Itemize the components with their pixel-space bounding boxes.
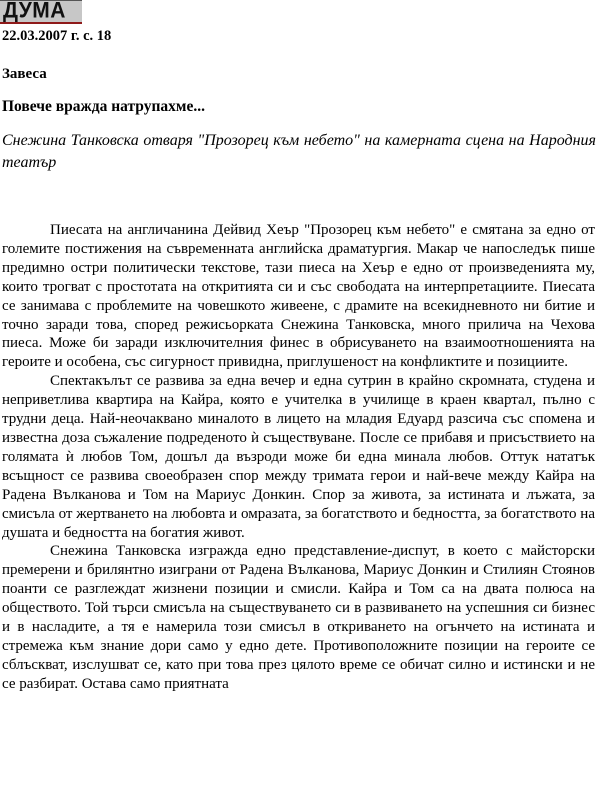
newspaper-logo <box>0 0 82 24</box>
newspaper-logo-text: ДУМА <box>3 0 66 23</box>
article-body <box>2 221 595 694</box>
dateline: 22.03.2007 г. с. 18 <box>2 28 112 44</box>
rubric: Завеса <box>2 66 47 82</box>
headline: Повече вражда натрупахме... <box>2 98 205 115</box>
subtitle: Снежина Танковска отваря "Прозорец към небето" на камерната сцена на Народния театър <box>2 132 596 171</box>
article-paragraph: Снежина Танковска изгражда едно представление-диспут, в което с майсторски премерени и брилянтно изиграни от Радена Вълканова, Мариус Донкин и Стилиян Стоянов поанти се разглеждат жизнени позиции и смисли. Кайра и Том са на двата полюса на обществото. Той търси смисъла на съществуването си в развиването на успешния си бизнес и в насладите, а тя е намерила този смисъл в откриването на огънчето на истината и стремежа към знание дори само у едно дете. Противоположните позиции на героите се сблъскват, изслушват се, като при това през цялото време се обичат силно и истински и не се разбират. Остава само приятната <box>2 543 595 692</box>
article-paragraph: Спектакълът се развива за една вечер и една сутрин в крайно скромната, студена и неприветлива квартира на Кайра, която е учителка в училище в краен квартал, пълно с трудни деца. Най-неочаквано миналото в лицето на младия Едуард разсича със спомена и известна доза съжаление подреденото ѝ съществуване. После се прибавя и присъствието на голямата ѝ любов Том, дошъл да възроди може би една минала любов. Оттук нататък всъщност се развива своеобразен спор между тримата герои и най-вече между Кайра на Радена Вълканова и Том на Мариус Донкин. Спор за живота, за истината и лъжата, за смисъла от жертването на любовта и омразата, за богатството и бедността, за богатството на душата и бедността на богатия живот. <box>2 373 595 541</box>
article-paragraph: Пиесата на англичанина Дейвид Хеър "Прозорец към небето" е смятана за едно от големите постижения на съвременната английска драматургия. Макар че напоследък пише предимно остри политически текстове, тази пиеса на Хеър е едно от произведенията му, които трогват с простотата на откритията си и със свободата на интерпретациите. Пиесата се занимава с проблемите на човешкото живеене, с драмите на всекидневното ни битие и точно заради това, според режисьорката Снежина Танковска, много прилича на Чехова пиеса. Може би заради изключителния финес в обрисуването на взаимоотношенията на героите и особена, със сигурност привидна, приглушеност на конфликтите и позициите. <box>2 222 595 371</box>
